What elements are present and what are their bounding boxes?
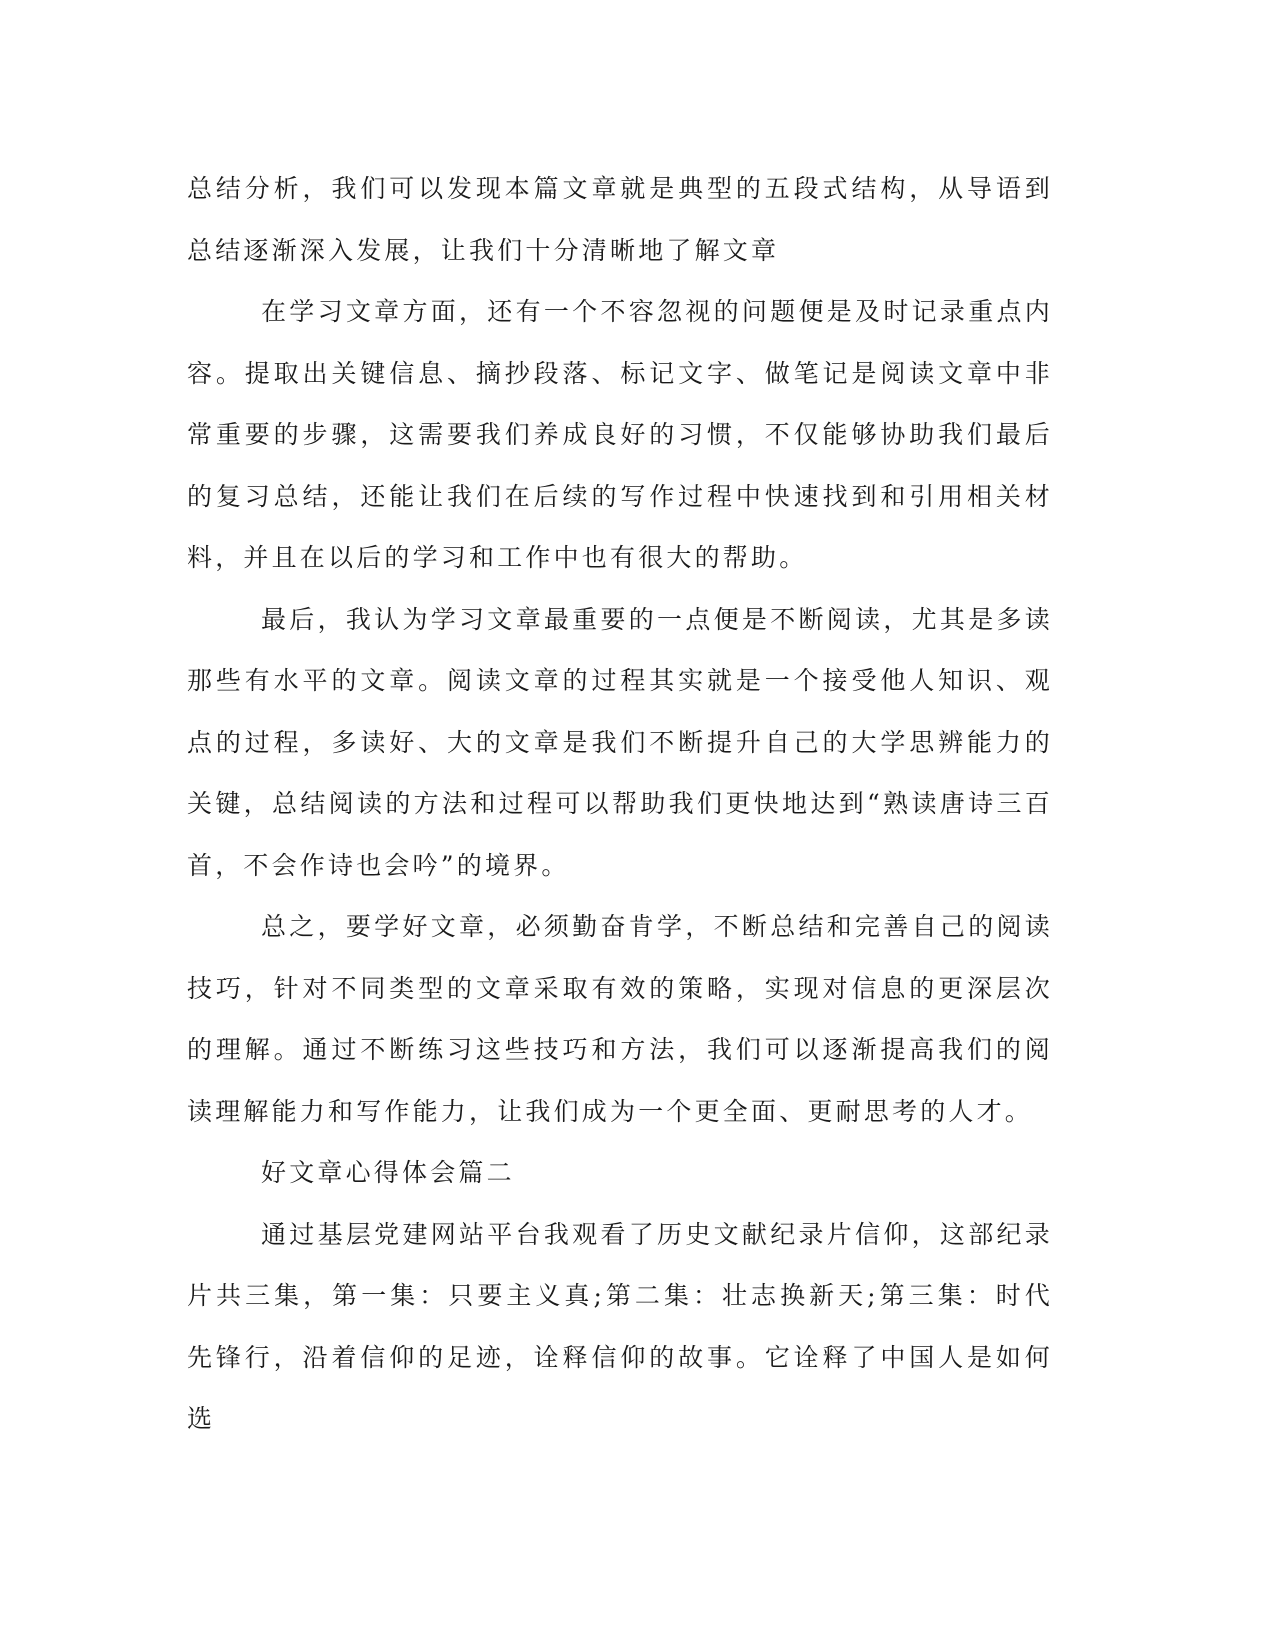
section-heading: 好文章心得体会篇二 [261, 1158, 515, 1187]
document-body [187, 158, 1053, 1450]
paragraph-4: 总之，要学好文章，必须勤奋肯学，不断总结和完善自己的阅读技巧，针对不同类型的文章采取有效的策略，实现对信息的更深层次的理解。通过不断练习这些技巧和方法，我们可以逐渐提高我们的阅读理解能力和写作能力，让我们成为一个更全面、更耐思考的人才。 [187, 912, 1053, 1126]
paragraph-1: 总结分析，我们可以发现本篇文章就是典型的五段式结构，从导语到总结逐渐深入发展，让我们十分清晰地了解文章 [187, 174, 1053, 265]
paragraph-5: 通过基层党建网站平台我观看了历史文献纪录片信仰，这部纪录片共三集，第一集：只要主义真;第二集：壮志换新天;第三集：时代先锋行，沿着信仰的足迹，诠释信仰的故事。它诠释了中国人是如何选 [187, 1219, 1053, 1433]
paragraph-3: 最后，我认为学习文章最重要的一点便是不断阅读，尤其是多读那些有水平的文章。阅读文章的过程其实就是一个接受他人知识、观点的过程，多读好、大的文章是我们不断提升自己的大学思辨能力的关键，总结阅读的方法和过程可以帮助我们更快地达到“熟读唐诗三百首，不会作诗也会吟”的境界。 [187, 604, 1053, 880]
paragraph-2: 在学习文章方面，还有一个不容忽视的问题便是及时记录重点内容。提取出关键信息、摘抄段落、标记文字、做笔记是阅读文章中非常重要的步骤，这需要我们养成良好的习惯，不仅能够协助我们最后的复习总结，还能让我们在后续的写作过程中快速找到和引用相关材料，并且在以后的学习和工作中也有很大的帮助。 [187, 297, 1053, 572]
